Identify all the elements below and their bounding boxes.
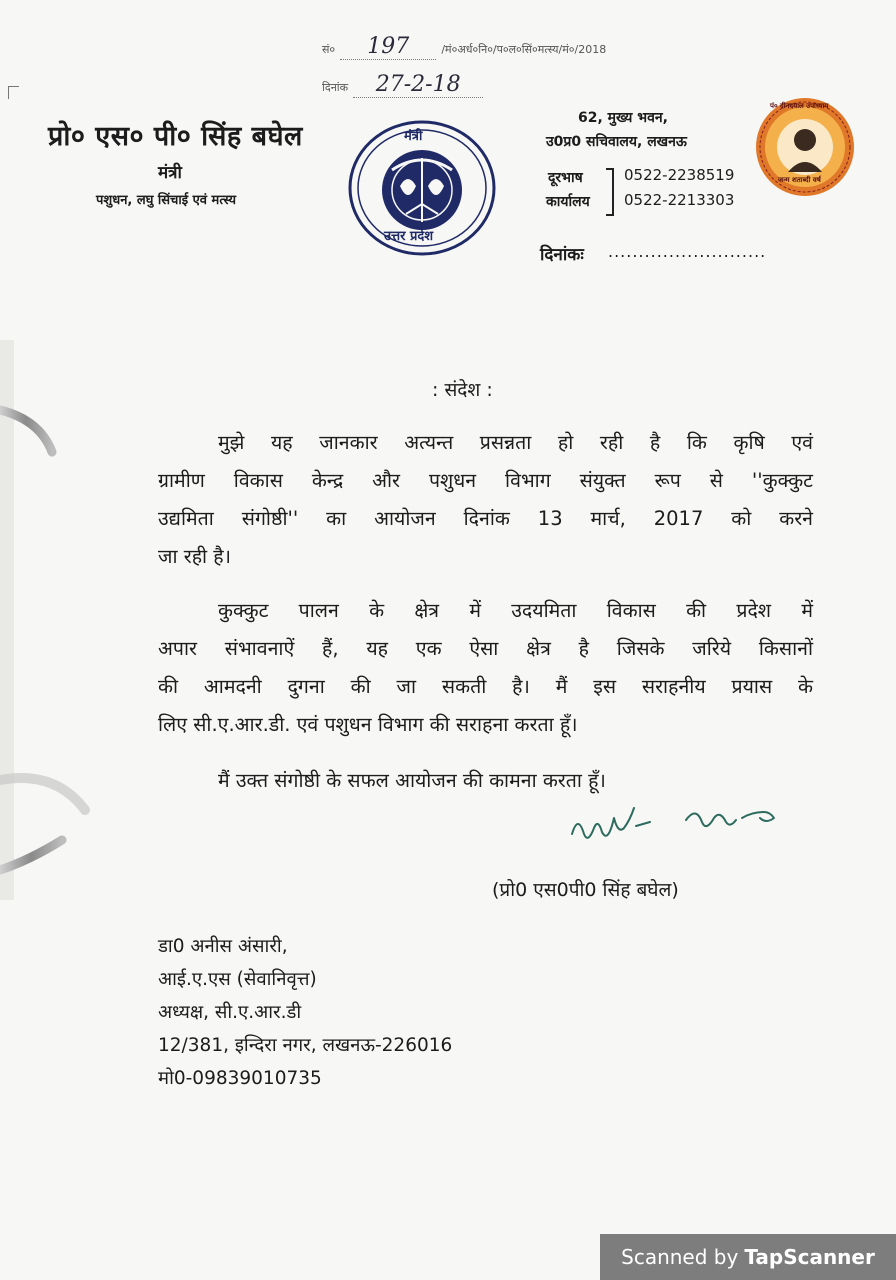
para1-line-4: जा रही है। <box>158 545 232 568</box>
ref-date-label: दिनांक <box>322 81 349 94</box>
seal-text-bottom: जन्म शताब्दी वर्ष <box>778 176 821 184</box>
para2-line-2: अपार संभावनाऐं हैं, यह एक ऐसा क्षेत्र है जिसके जरिये किसानों <box>158 637 813 660</box>
recipient-position: अध्यक्ष, सी.ए.आर.डी <box>158 1002 302 1023</box>
address-line-1: 62, मुख्य भवन, <box>578 110 668 126</box>
message-paragraph-2 <box>158 592 813 744</box>
phone-label-2: कार्यालय <box>546 194 590 210</box>
reference-number-line <box>322 34 606 60</box>
letter-date-value: .......................... <box>608 242 767 261</box>
para2-line-3: की आमदनी दुगना की जा सकती है। मैं इस सराहनीय प्रयास के <box>158 675 813 698</box>
message-heading: : संदेश : <box>432 379 493 401</box>
seal-text-top: पं० दीनदयाल उपाध्याय <box>770 102 829 110</box>
recipient-address: 12/381, इन्दिरा नगर, लखनऊ-226016 <box>158 1035 453 1056</box>
phone-number-1: 0522-2238519 <box>624 166 735 184</box>
signer-name: (प्रो0 एस0पी0 सिंह बघेल) <box>492 879 679 901</box>
recipient-designation: आई.ए.एस (सेवानिवृत्त) <box>158 969 317 990</box>
address-line-2: उ0प्र0 सचिवालय, लखनऊ <box>546 134 687 150</box>
ref-number-suffix: /मं०अर्ध०नि०/प०ल०सिं०मत्स्य/मं०/2018 <box>441 43 607 56</box>
minister-name: प्रो० एस० पी० सिंह बघेल <box>48 121 303 152</box>
corner-mark <box>8 86 19 99</box>
emblem-bottom-text: उत्तर प्रदेश <box>384 229 434 244</box>
phone-label-1: दूरभाष <box>548 170 583 186</box>
para1-line-1: मुझे यह जानकार अत्यन्त प्रसन्नता हो रही है कि कृषि एवं <box>218 431 813 454</box>
ref-date: 27-2-18 <box>353 72 483 98</box>
reference-date-line <box>322 72 483 98</box>
letter-date-label: दिनांकः <box>540 245 584 265</box>
para2-line-1: कुक्कुट पालन के क्षेत्र में उदयमिता विकास की प्रदेश में <box>218 599 813 622</box>
minister-departments: पशुधन, लघु सिंचाई एवं मत्स्य <box>96 193 237 208</box>
binder-rings-image <box>0 340 90 900</box>
para2-line-4: लिए सी.ए.आर.डी. एवं पशुधन विभाग की सराहना करता हूँ। <box>158 713 578 736</box>
para1-line-3: उद्यमिता संगोष्ठी'' का आयोजन दिनांक 13 मार्च, 2017 को करने <box>158 507 813 530</box>
phone-bracket <box>606 168 614 216</box>
phone-number-2: 0522-2213303 <box>624 191 735 209</box>
recipient-name: डा0 अनीस अंसारी, <box>158 936 288 957</box>
para1-line-2: ग्रामीण विकास केन्द्र और पशुधन विभाग संयुक्त रूप से ''कुक्कुट <box>158 469 813 492</box>
ref-no-label: सं० <box>322 43 336 56</box>
recipient-block <box>158 930 452 1095</box>
minister-title: मंत्री <box>158 163 182 183</box>
ref-number: 197 <box>340 34 436 60</box>
scanner-watermark <box>600 1234 896 1280</box>
watermark-brand: TapScanner <box>744 1245 875 1269</box>
recipient-mobile: मो0-09839010735 <box>158 1068 322 1089</box>
message-paragraph-1 <box>158 424 813 576</box>
watermark-prefix: Scanned by <box>621 1245 739 1269</box>
message-paragraph-3: मैं उक्त संगोष्ठी के सफल आयोजन की कामना करता हूँ। <box>218 769 606 792</box>
emblem-top-text: मंत्री <box>404 129 423 144</box>
handwritten-signature <box>566 796 796 856</box>
